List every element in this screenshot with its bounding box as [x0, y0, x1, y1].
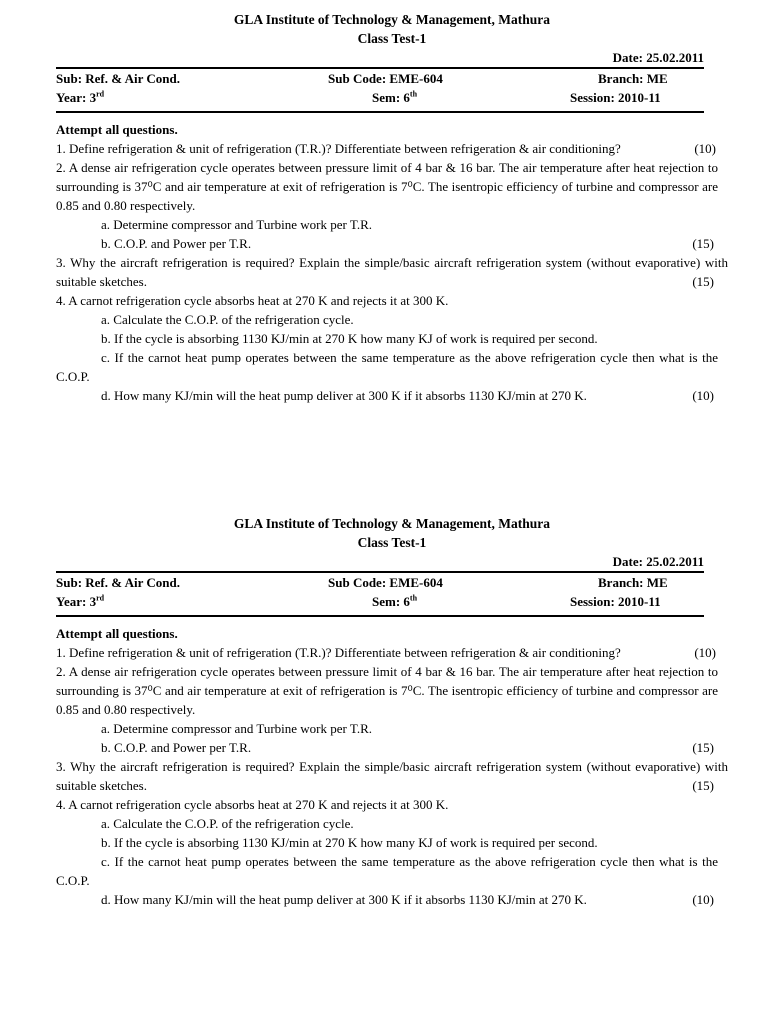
question-4d	[56, 386, 728, 405]
question-2b-text: b. C.O.P. and Power per T.R.	[101, 740, 252, 755]
session: Session: 2010-11	[570, 90, 661, 105]
header-row-1	[56, 573, 704, 592]
question-4d-text: d. How many KJ/min will the heat pump deliver at 300 K if it absorbs 1130 KJ/min at 270 K.	[101, 388, 587, 403]
question-4d	[56, 890, 728, 909]
question-2-marks: (15)	[692, 236, 714, 251]
exam-date: Date: 25.02.2011	[612, 554, 704, 569]
question-3	[56, 757, 728, 795]
sem-label: Sem: 6	[372, 594, 410, 609]
semester	[328, 592, 528, 611]
question-3-marks: (15)	[692, 778, 714, 793]
question-4-marks: (10)	[692, 388, 714, 403]
question-1	[56, 643, 728, 662]
question-4a: a. Calculate the C.O.P. of the refrigeration cycle.	[101, 312, 354, 327]
question-paper-1	[56, 10, 728, 405]
subject-code: Sub Code: EME-604	[328, 71, 443, 86]
exam-date: Date: 25.02.2011	[612, 50, 704, 65]
question-2b	[56, 738, 728, 757]
sem-superscript: th	[409, 593, 418, 603]
header-rule-bottom	[56, 615, 704, 617]
header-row-1	[56, 69, 704, 88]
question-4c: c. If the carnot heat pump operates between the same temperature as the above refrigeration cycle then what is the C.O.P.	[56, 350, 718, 384]
question-2-text: 2. A dense air refrigeration cycle operates between pressure limit of 4 bar & 16 bar. The air temperature after heat rejection to surrounding is 37⁰C and air temperature at exit of refrigeration is 7⁰C. The isentropic efficiency of turbine and compressor are 0.85 and 0.80 respectively.	[56, 664, 718, 717]
question-2-text: 2. A dense air refrigeration cycle operates between pressure limit of 4 bar & 16 bar. The air temperature after heat rejection to surrounding is 37⁰C and air temperature at exit of refrigeration is 7⁰C. The isentropic efficiency of turbine and compressor are 0.85 and 0.80 respectively.	[56, 160, 718, 213]
question-2b-text: b. C.O.P. and Power per T.R.	[101, 236, 252, 251]
question-3-text: 3. Why the aircraft refrigeration is required? Explain the simple/basic aircraft refrigeration system (without evaporative) with suitable sketches.	[56, 759, 728, 793]
question-1-text: 1. Define refrigeration & unit of refrigeration (T.R.)? Differentiate between refrigeration & air conditioning?	[56, 141, 621, 156]
year	[56, 592, 328, 611]
test-title: Class Test-1	[357, 535, 427, 550]
question-4a: a. Calculate the C.O.P. of the refrigeration cycle.	[101, 816, 354, 831]
branch: Branch: ME	[598, 71, 668, 86]
year-label: Year: 3	[56, 90, 97, 105]
branch: Branch: ME	[598, 575, 668, 590]
question-4b: b. If the cycle is absorbing 1130 KJ/min at 270 K how many KJ of work is required per second.	[101, 835, 598, 850]
question-4c: c. If the carnot heat pump operates between the same temperature as the above refrigeration cycle then what is the C.O.P.	[56, 854, 718, 888]
question-2b	[56, 234, 728, 253]
subject: Sub: Ref. & Air Cond.	[56, 71, 181, 86]
question-2-marks: (15)	[692, 740, 714, 755]
question-3-text: 3. Why the aircraft refrigeration is required? Explain the simple/basic aircraft refrigeration system (without evaporative) with suitable sketches.	[56, 255, 728, 289]
question-3	[56, 253, 728, 291]
year	[56, 88, 328, 107]
sem-label: Sem: 6	[372, 90, 410, 105]
subject: Sub: Ref. & Air Cond.	[56, 575, 181, 590]
question-4-text: 4. A carnot refrigeration cycle absorbs heat at 270 K and rejects it at 300 K.	[56, 797, 449, 812]
test-title: Class Test-1	[357, 31, 427, 46]
sem-superscript: th	[409, 89, 418, 99]
semester	[328, 88, 528, 107]
question-4-text: 4. A carnot refrigeration cycle absorbs heat at 270 K and rejects it at 300 K.	[56, 293, 449, 308]
question-paper-2	[56, 514, 728, 909]
year-superscript: rd	[96, 593, 105, 603]
year-superscript: rd	[96, 89, 105, 99]
year-label: Year: 3	[56, 594, 97, 609]
question-3-marks: (15)	[692, 274, 714, 289]
question-4-marks: (10)	[692, 892, 714, 907]
question-4b: b. If the cycle is absorbing 1130 KJ/min at 270 K how many KJ of work is required per second.	[101, 331, 598, 346]
subject-code: Sub Code: EME-604	[328, 575, 443, 590]
institute-title: GLA Institute of Technology & Management, Mathura	[233, 12, 551, 27]
institute-title: GLA Institute of Technology & Management, Mathura	[233, 516, 551, 531]
instruction: Attempt all questions.	[56, 122, 178, 137]
question-2a: a. Determine compressor and Turbine work per T.R.	[101, 217, 373, 232]
question-1-marks: (10)	[694, 645, 716, 660]
question-4d-text: d. How many KJ/min will the heat pump deliver at 300 K if it absorbs 1130 KJ/min at 270 K.	[101, 892, 587, 907]
question-1-marks: (10)	[694, 141, 716, 156]
question-1-text: 1. Define refrigeration & unit of refrigeration (T.R.)? Differentiate between refrigeration & air conditioning?	[56, 645, 621, 660]
header-rule-bottom	[56, 111, 704, 113]
question-2a: a. Determine compressor and Turbine work per T.R.	[101, 721, 373, 736]
header-row-2	[56, 592, 704, 611]
question-1	[56, 139, 728, 158]
header-row-2	[56, 88, 704, 107]
session: Session: 2010-11	[570, 594, 661, 609]
instruction: Attempt all questions.	[56, 626, 178, 641]
